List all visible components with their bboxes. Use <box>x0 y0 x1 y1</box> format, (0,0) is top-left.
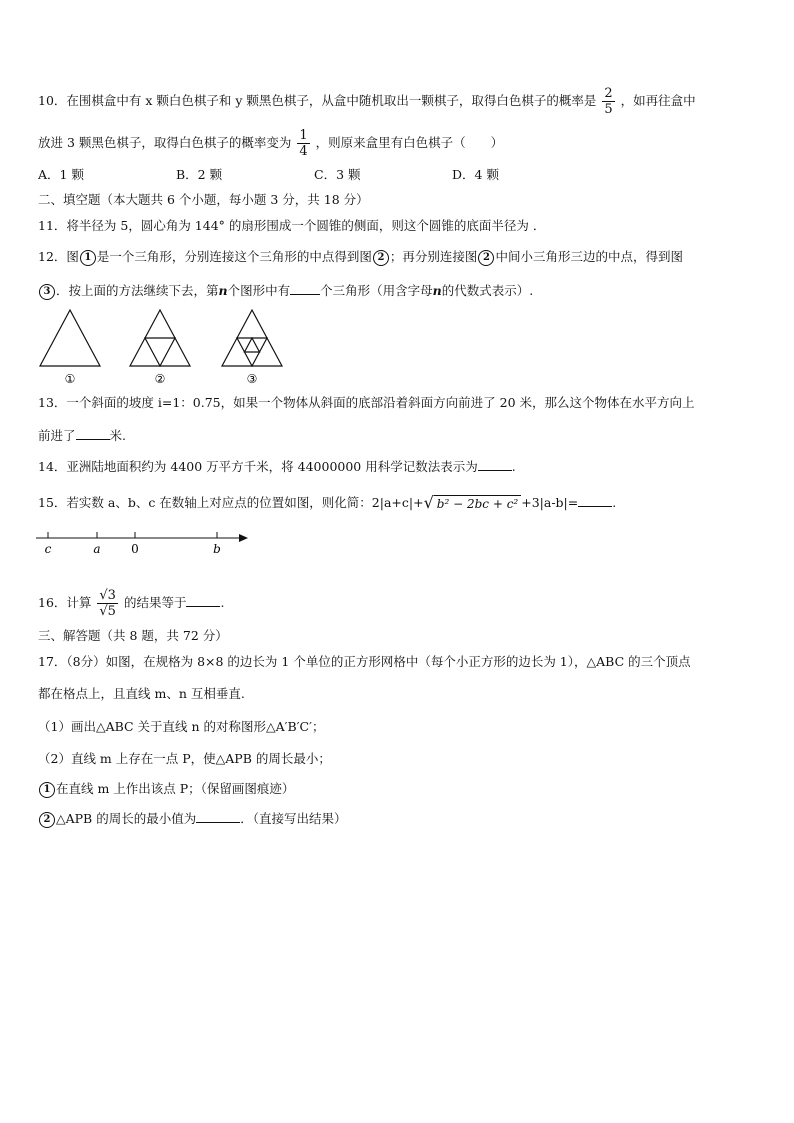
circled-number-1: 1 <box>39 782 55 798</box>
q17-sub1: 1 在直线 m 上作出该点 P；（保留画图痕迹） <box>38 781 294 798</box>
q13-line1: 13．一个斜面的坡度 i=1：0.75，如果一个物体从斜面的底部沿着斜面方向前进了 20 米，那么这个物体在水平方向上 <box>38 395 695 410</box>
triangle-figures <box>36 306 306 386</box>
circled-number-2: 2 <box>373 250 389 266</box>
q12-line2: 3 ．按上面的方法继续下去，第n个图形中有 个三角形（用含字母n的代数式表示）. <box>38 282 533 300</box>
answer-blank <box>76 427 110 440</box>
triangle-figure-2 <box>130 310 190 366</box>
option-b: B．2 颗 <box>176 167 223 182</box>
option-c: C．3 颗 <box>314 167 361 182</box>
q13-line2: 前进了 米. <box>38 428 126 443</box>
q17-line2: 都在格点上，且直线 m、n 互相垂直. <box>38 686 245 701</box>
q17-line1: 17．（8分）如图，在规格为 8×8 的边长为 1 个单位的正方形网格中（每个小正方形的边长为 1），△ABC 的三个顶点 <box>38 654 691 669</box>
circled-number-3: 3 <box>39 284 55 300</box>
answer-blank <box>186 594 220 607</box>
fraction-two-fifths: $\frac{2}{5}$ <box>604 86 613 117</box>
q10-options <box>38 167 499 183</box>
section3-title: 三、解答题（共 8 题，共 72 分） <box>38 628 228 643</box>
number-line <box>36 528 256 558</box>
triangle-figure-3 <box>222 310 282 366</box>
arrow-right-icon <box>239 534 248 542</box>
circled-number-2b: 2 <box>478 250 494 266</box>
option-d: D．4 颗 <box>452 167 499 182</box>
axis-label-zero: 0 <box>131 542 139 556</box>
answer-blank <box>290 282 320 295</box>
option-a: A．1 颗 <box>38 167 84 182</box>
fraction-one-quarter: $\frac{1}{4}$ <box>299 128 308 159</box>
q17-part1: （1）画出△ABC 关于直线 n 的对称图形△A′B′C′； <box>38 719 325 734</box>
circled-number-2: 2 <box>39 812 55 828</box>
q17-sub2: 2 △APB 的周长的最小值为 ．（直接写出结果） <box>38 810 346 828</box>
q11-text: 11．将半径为 5，圆心角为 144° 的扇形围成一个圆锥的侧面，则这个圆锥的底面半径为 ． <box>38 218 546 233</box>
q10-line2: 放进 3 颗黑色棋子，取得白色棋子的概率变为 $\frac{1}{4}$ ，则原来盒里有白色棋子（ ） <box>38 128 504 159</box>
q17-part2: （2）直线 m 上存在一点 P，使△APB 的周长最小； <box>38 751 331 766</box>
fraction-sqrt3-over-sqrt5: $\frac{√3}{√5}$ <box>99 588 116 619</box>
q12-line1: 12．图 1 是一个三角形，分别连接这个三角形的中点得到图 2 ；再分别连接图 2 中间小三角形三边的中点，得到图 <box>38 249 683 264</box>
figure-label-3: ③ <box>246 372 258 386</box>
q16-text: 16．计算 $\frac{√3}{√5}$ 的结果等于 . <box>38 588 225 619</box>
answer-blank <box>578 494 612 507</box>
q15-text: 15．若实数 a、b、c 在数轴上对应点的位置如图，则化简：2|a+c|+√ b² − 2bc + c² +3|a-b|= . <box>38 493 617 512</box>
axis-label-c: c <box>44 542 52 556</box>
circled-number-1: 1 <box>80 250 96 266</box>
q10-line1: 10．在围棋盒中有 x 颗白色棋子和 y 颗黑色棋子，从盒中随机取出一颗棋子，取得白色棋子的概率是 $\frac{2}{5}$ ，如再往盒中 <box>38 86 696 117</box>
answer-blank <box>196 810 240 823</box>
figure-label-2: ② <box>154 372 166 386</box>
section2-title: 二、填空题（本大题共 6 个小题，每小题 3 分，共 18 分） <box>38 192 369 207</box>
axis-label-a: a <box>93 542 101 556</box>
figure-label-1: ① <box>64 372 76 386</box>
triangle-figure-1 <box>40 310 100 366</box>
answer-blank <box>478 458 512 471</box>
square-root-expression: √ b² − 2bc + c² <box>424 495 522 512</box>
axis-label-b: b <box>213 542 221 556</box>
q14-text: 14．亚洲陆地面积约为 4400 万平方千米，将 44000000 用科学记数法表示为 . <box>38 459 516 474</box>
